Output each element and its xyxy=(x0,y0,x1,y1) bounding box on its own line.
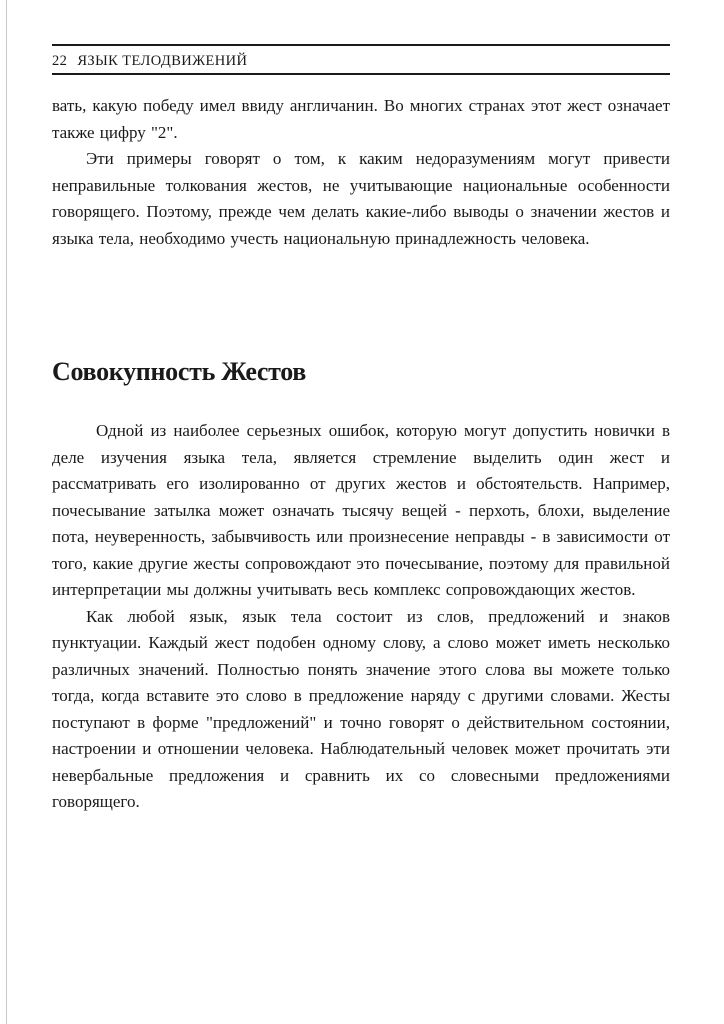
running-header xyxy=(52,46,670,73)
running-title: ЯЗЫК ТЕЛОДВИЖЕНИЙ xyxy=(77,53,248,69)
section-text xyxy=(52,418,670,816)
intro-text xyxy=(52,93,670,252)
paragraph: Эти примеры говорят о том, к каким недоразумениям могут привести неправильные толкования жестов, не учитывающие национальные особенности говорящего. Поэтому, прежде чем делать какие-либо выводы о значении жестов и языка тела, необходимо учесть национальную принадлежность человека. xyxy=(52,149,670,248)
paragraph: Как любой язык, язык тела состоит из слов, предложений и знаков пунктуации. Каждый жест подобен одному слову, а слово может иметь несколько различных значений. Полностью понять значение этого слова вы можете только тогда, когда вставите это слово в предложение наряду с другими словами. Жесты поступают в форме "предложений" и точно говорят о действительном состоянии, настроении и отношении человека. Наблюдательный человек может прочитать эти невербальные предложения и сравнить их со словесными предложениями говорящего. xyxy=(52,606,670,811)
paragraph: вать, какую победу имел ввиду англичанин. Во многих странах этот жест означает также цифру "2". xyxy=(52,96,670,142)
page-number: 22 xyxy=(52,53,68,69)
book-page xyxy=(52,44,670,816)
header-rule-bottom xyxy=(52,73,670,75)
page-edge xyxy=(6,0,7,1024)
section-title: Совокупность Жестов xyxy=(52,357,307,386)
paragraph: Одной из наиболее серьезных ошибок, которую могут допустить новички в деле изучения языка тела, является стремление выделить один жест и рассматривать его изолированно от других жестов и обстоятельств. Например, почесывание затылка может означать тысячу вещей - перхоть, блохи, выделение пота, неуверенность, забывчивость или произнесение неправды - в зависимости от того, какие другие жесты сопровождают это почесывание, поэтому для правильной интерпретации мы должны учитывать весь комплекс сопровождающих жестов. xyxy=(52,421,670,599)
